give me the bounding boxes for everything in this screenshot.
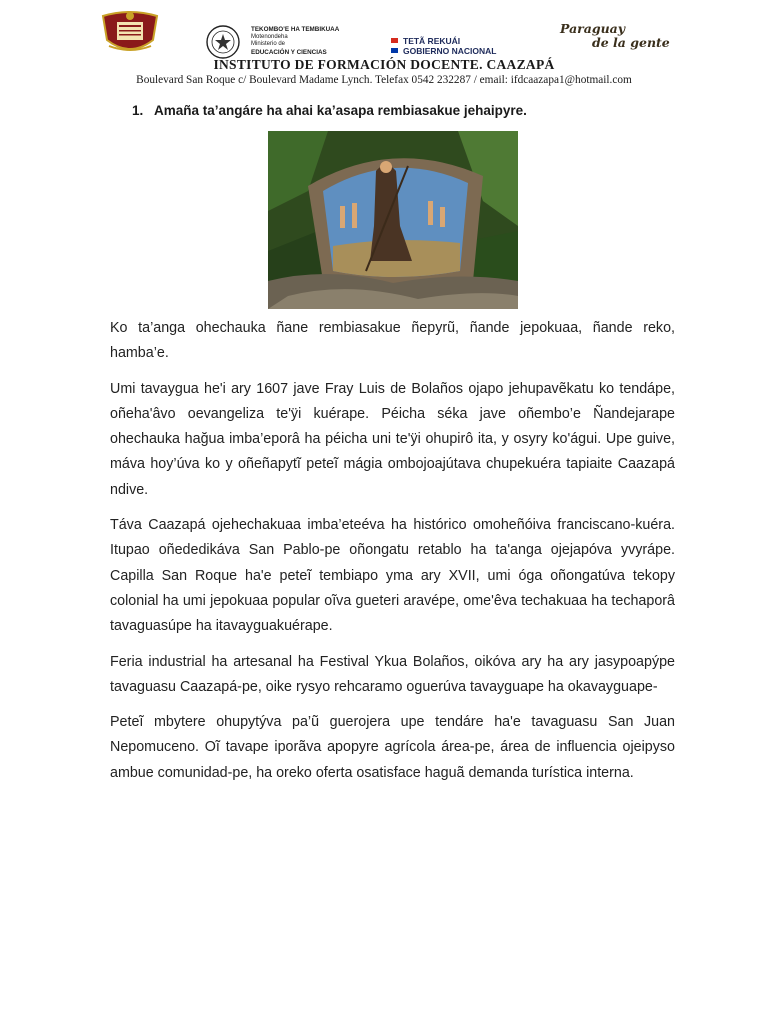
national-seal-icon [205,24,241,60]
paragraph: Táva Caazapá ojehechakuaa imba’eteéva ha histórico omoheñóiva franciscano-kuéra. Itupao oñededikáva San Pablo-pe oñongatu retablo ha ta'anga ojejapóva yvyrápe. Capilla San Roque ha'e peteĩ tembiapo yma ary XVII, umi óga oñongatúva tekopy colonial ha umi jepokuaa popular oĩva gueteri aravépe, ome'êva techakuaa ha techaporâ tavaguasúpe ha itavayguakuérape. [110,517,675,635]
paragraph: Ko ta’anga ohechauka ñane rembiasakue ñepyrũ, ñande jepokuaa, ñande reko, hamba’e. [110,320,675,362]
slogan-line-1: Paraguay [560,21,626,36]
body-text [110,316,675,796]
question-text: Amaña ta’angáre ha ahai ka’asapa rembiasakue jehaipyre. [154,103,527,118]
paragraph: Feria industrial ha artesanal ha Festival Ykua Bolaños, oikóva ary ha ary jasypoapýpe tavaguasu Caazapá-pe, oike rysyo rehcaramo oguerúva tavayguape ha okavayguape- [110,653,675,695]
slogan-line-2: de la gente [592,35,670,50]
paragraph: Umi tavaygua he'i ary 1607 jave Fray Luis de Bolaños ojapo jehupavẽkatu ko tendápe, oñeha'âvo oevangeliza te'ÿi kuérape. Péicha séka jave oñembo’e Ñandejarape ohechauka hağua imba’eporâ ha péicha uni te'ÿi ohupirô ita, y osyry ko'águi. Upe guive, máva hoy’úva ko y oñeñapytĩ peteĩ mágia ombojoajútava chupekuéra tapiaite Caazapá ndive. [110,380,675,498]
flag-red-icon [391,38,398,43]
government-line-2: GOBIERNO NACIONAL [403,46,497,56]
government-text [403,36,497,56]
logo-band [95,8,685,60]
ministry-text [251,26,371,56]
mural-photo-icon [268,131,518,309]
ministry-line-4: EDUCACIÓN Y CIENCIAS [251,48,327,56]
paragraph: Peteĩ mbytere ohupytýva pa’ũ guerojera upe tendáre ha'e tavaguasu San Juan Nepomuceno. Oĩ tavape iporãva apopyre agrícola área-pe, área de influencia ojeipyso ambue comunidad-pe, ha oreko oferta osatisface haguã demanda turística interna. [110,714,675,781]
question-heading [132,103,527,118]
institute-title: INSTITUTO DE FORMACIÓN DOCENTE. CAAZAPÁ [213,57,555,72]
ministry-line-3: Ministerio de [251,41,286,47]
question-number: 1. [132,103,144,118]
ministry-logo [205,24,365,60]
institute-address: Boulevard San Roque c/ Boulevard Madame Lynch. Telefax 0542 232287 / email: ifdcaazapa1@hotmail.com [136,74,632,86]
flag-blue-icon [391,48,398,53]
government-logo [391,36,531,58]
institute-crest-icon [97,10,163,56]
ministry-line-2: Motenondeha [251,33,288,40]
ministry-line-1: TEKOMBO’E HA TEMBIKUAA [251,26,340,33]
slogan-logo [560,22,670,58]
government-line-1: TETÃ REKUÁI [403,36,461,46]
